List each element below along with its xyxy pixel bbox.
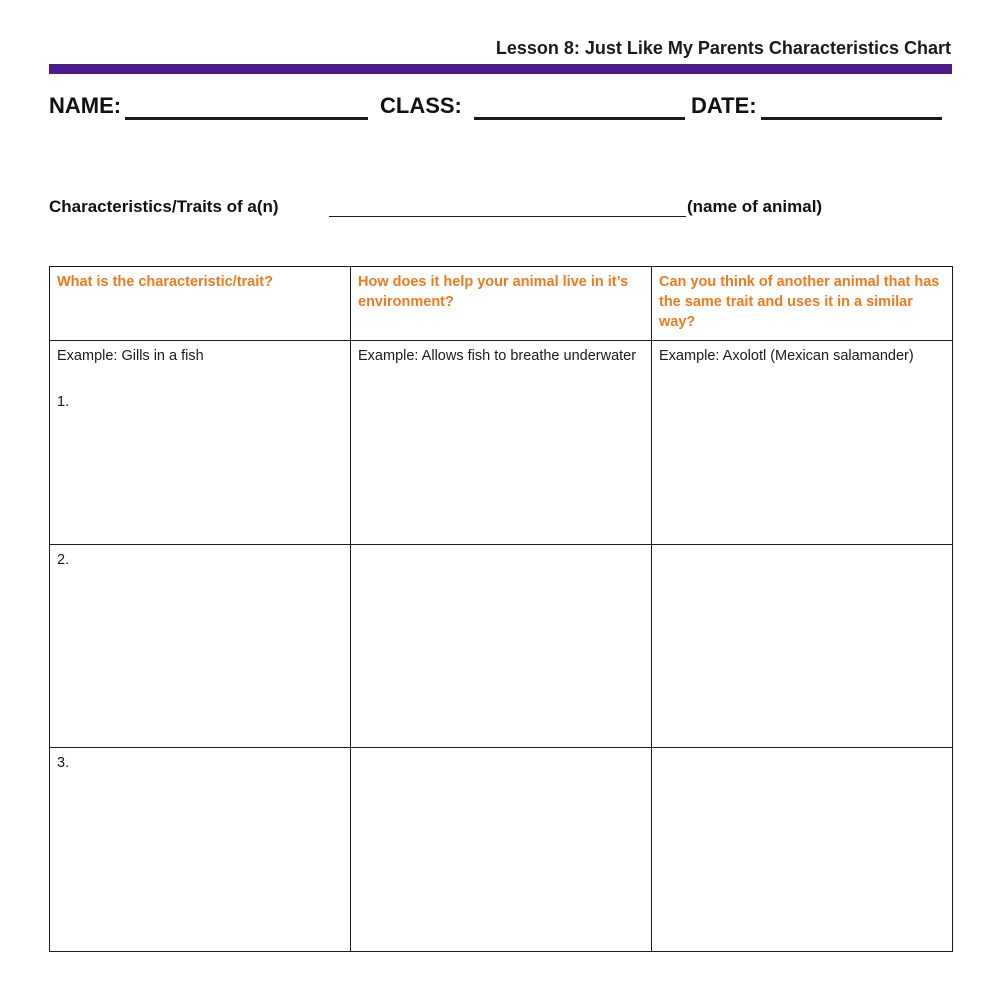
cell-animal-3[interactable] bbox=[652, 748, 953, 952]
header-other-animal: Can you think of another animal that has the same trait and uses it in a similar way? bbox=[652, 267, 953, 341]
example-help: Example: Allows fish to breathe underwater bbox=[358, 347, 637, 364]
table-row bbox=[50, 340, 953, 544]
header-characteristic: What is the characteristic/trait? bbox=[50, 267, 351, 341]
cell-trait-2[interactable] bbox=[50, 544, 351, 748]
trait-line-label: Characteristics/Traits of a(n) bbox=[49, 197, 279, 216]
animal-trait-line bbox=[49, 197, 952, 221]
animal-name-field[interactable] bbox=[329, 216, 686, 217]
cell-help-2[interactable] bbox=[351, 544, 652, 748]
cell-trait-1[interactable] bbox=[50, 340, 351, 544]
table-row bbox=[50, 544, 953, 748]
name-label: NAME: bbox=[49, 93, 122, 118]
cell-animal-2[interactable] bbox=[652, 544, 953, 748]
table-header-row bbox=[50, 267, 953, 341]
trait-line-suffix: (name of animal) bbox=[687, 197, 823, 216]
header-divider bbox=[49, 64, 952, 74]
row-number: 3. bbox=[57, 755, 70, 772]
class-label: CLASS: bbox=[380, 93, 462, 118]
header-how-helps: How does it help your animal live in it’s environment? bbox=[351, 267, 652, 341]
example-trait: Example: Gills in a fish bbox=[57, 347, 204, 364]
cell-help-1[interactable] bbox=[351, 340, 652, 544]
row-number: 2. bbox=[57, 551, 70, 568]
row-number: 1. bbox=[57, 393, 70, 410]
cell-help-3[interactable] bbox=[351, 748, 652, 952]
example-animal: Example: Axolotl (Mexican salamander) bbox=[659, 347, 914, 364]
spacer bbox=[57, 366, 343, 392]
characteristics-chart bbox=[49, 266, 953, 952]
date-label: DATE: bbox=[691, 93, 757, 118]
class-field[interactable] bbox=[474, 117, 685, 120]
date-field[interactable] bbox=[761, 117, 942, 120]
student-info-row bbox=[49, 93, 952, 123]
table-row bbox=[50, 748, 953, 952]
worksheet-title: Lesson 8: Just Like My Parents Characteristics Chart bbox=[495, 38, 951, 58]
cell-trait-3[interactable] bbox=[50, 748, 351, 952]
name-field[interactable] bbox=[125, 117, 368, 120]
cell-animal-1[interactable] bbox=[652, 340, 953, 544]
